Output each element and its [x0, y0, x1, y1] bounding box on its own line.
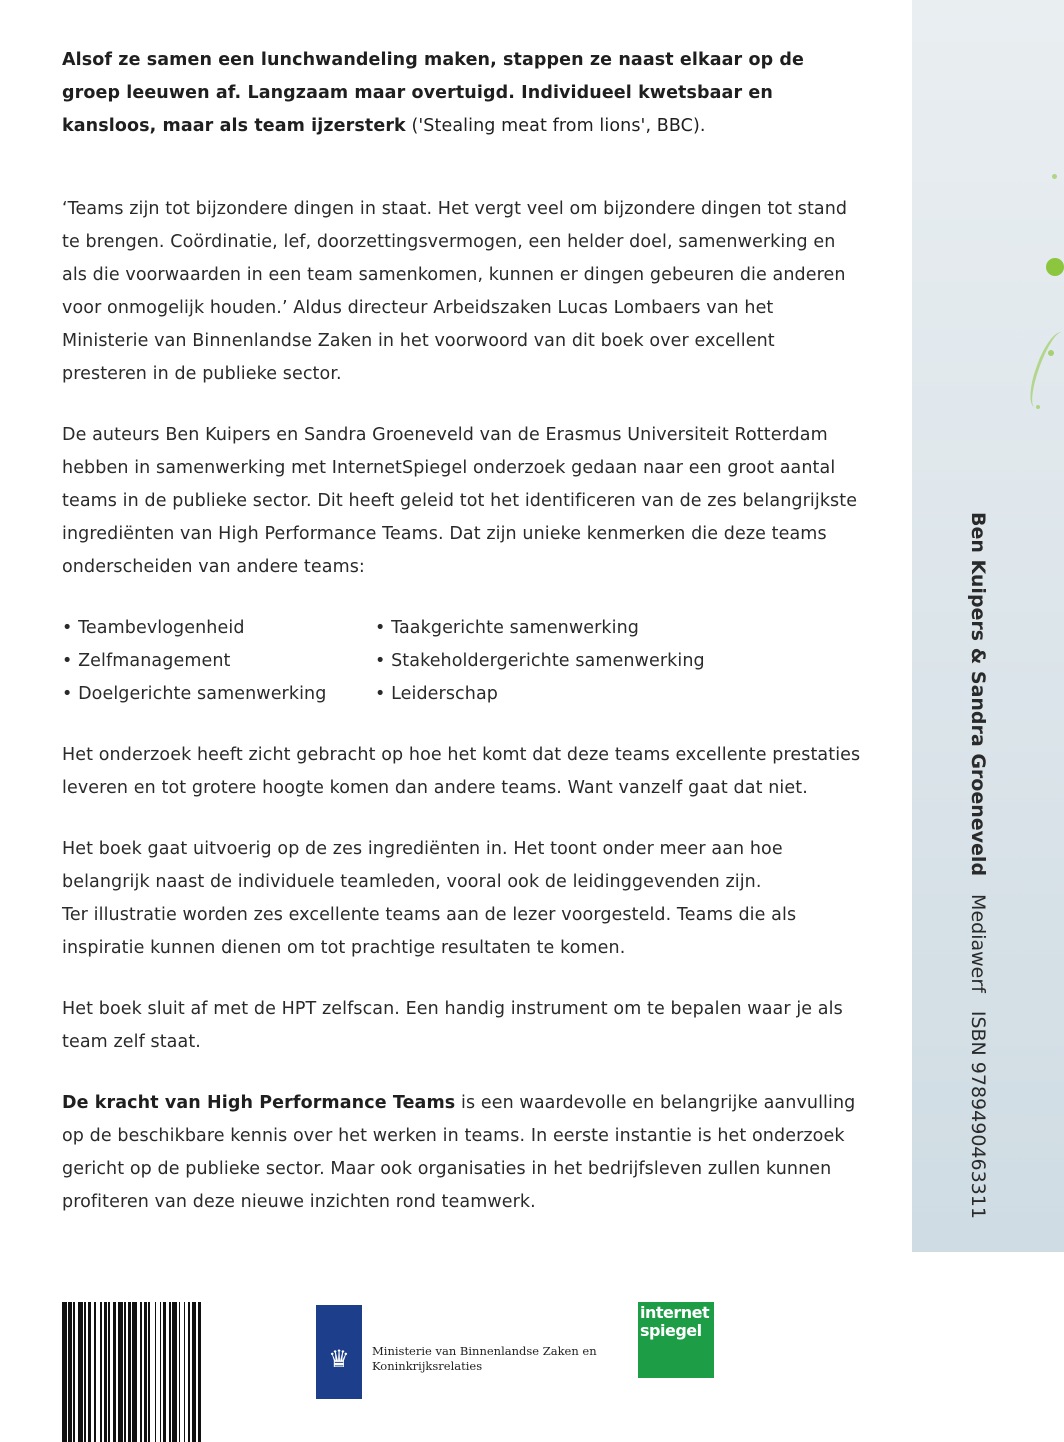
barcode-stripe	[62, 1302, 67, 1442]
barcode-stripe	[118, 1302, 123, 1442]
paragraph-quote: ‘Teams zijn tot bijzondere dingen in staat. Het vergt veel om bijzondere dingen tot stand te brengen. Coördinatie, lef, doorzettingsvermogen, een helder doel, samenwerking en als die voorwaarden in een team samenkomen, kunnen er dingen gebeuren die anderen voor onmogelijk houden.’ Aldus directeur Arbeidszaken Lucas Lombaers van het Ministerie van Binnenlandse Zaken in het voorwoord van dit boek over excellent presteren in de publieke sector.	[62, 199, 848, 384]
paragraph-authors: De auteurs Ben Kuipers en Sandra Groeneveld van de Erasmus Universiteit Rotterdam hebben in samenwerking met InternetSpiegel onderzoek gedaan naar een groot aantal teams in de publieke sector. Dit heeft geleid tot het identificeren van de zes belangrijkste ingrediënten van High Performance Teams. Dat zijn unieke kenmerken die deze teams onderscheiden van andere teams:	[62, 425, 858, 577]
ministry-name: Ministerie van Binnenlandse Zaken en Koninkrijksrelaties	[372, 1344, 597, 1373]
barcode-stripe	[108, 1302, 110, 1442]
barcode-stripe	[160, 1302, 162, 1442]
list-item: • Teambevlogenheid	[62, 618, 245, 638]
barcode-stripe	[68, 1302, 71, 1442]
barcode-stripe	[124, 1302, 126, 1442]
list-item: • Doelgerichte samenwerking	[62, 684, 327, 704]
barcode-stripe	[192, 1302, 197, 1442]
paragraph-selfscan: Het boek sluit af met de HPT zelfscan. Een handig instrument om te bepalen waar je als team zelf staat.	[62, 999, 843, 1052]
conclusion-rest: is een waardevolle en belangrijke aanvulling op de beschikbare kennis over het werken in teams. In eerste instantie is het onderzoek gericht op de publieke sector. Maar ook organisaties in het bedrijfsleven zullen kunnen profiteren van deze nieuwe inzichten rond teamwerk.	[62, 1093, 856, 1212]
barcode-stripe	[128, 1302, 131, 1442]
paragraph-book-ingredients-b: Ter illustratie worden zes excellente teams aan de lezer voorgesteld. Teams die als inspiratie kunnen dienen om tot prachtige resultaten te komen.	[62, 905, 797, 958]
barcode-stripe	[188, 1302, 190, 1442]
list-item: • Taakgerichte samenwerking	[375, 618, 640, 638]
list-item: • Leiderschap	[375, 684, 498, 704]
spine-publisher: Mediawerf	[967, 894, 989, 993]
ingredients-list	[62, 612, 862, 711]
barcode	[62, 1302, 276, 1442]
internetspiegel-logo-line2: spiegel	[640, 1321, 702, 1340]
list-item: • Zelfmanagement	[62, 651, 231, 671]
barcode-stripe	[78, 1302, 83, 1442]
spine-authors: Ben Kuipers & Sandra Groeneveld	[967, 512, 989, 877]
barcode-stripe	[148, 1302, 150, 1442]
ministry-logo	[316, 1302, 612, 1402]
book-title-lead: De kracht van High Performance Teams	[62, 1093, 456, 1113]
internetspiegel-logo	[638, 1302, 714, 1378]
back-cover-text	[62, 44, 862, 1219]
barcode-stripe	[144, 1302, 147, 1442]
barcode-stripe	[155, 1302, 157, 1442]
barcode-stripe	[172, 1302, 177, 1442]
intro-source: ('Stealing meat from lions', BBC).	[405, 116, 706, 136]
spine-isbn: ISBN 9789490463311	[967, 1010, 989, 1219]
barcode-stripe	[113, 1302, 116, 1442]
intro-paragraph	[62, 44, 862, 143]
crown-crest-icon: ♛	[328, 1345, 350, 1373]
green-splash-dot	[1052, 174, 1057, 179]
barcode-stripe	[132, 1302, 137, 1442]
paragraph-book-ingredients-a: Het boek gaat uitvoerig op de zes ingrediënten in. Het toont onder meer aan hoe belangrijk naast de individuele teamleden, vooral ook de leidinggevenden zijn.	[62, 839, 783, 892]
barcode-stripe	[88, 1302, 91, 1442]
barcode-stripe	[104, 1302, 107, 1442]
barcode-stripe	[184, 1302, 186, 1442]
barcode-stripe	[100, 1302, 102, 1442]
barcode-stripe	[140, 1302, 142, 1442]
ministry-emblem-bar	[316, 1305, 362, 1399]
paragraph-research: Het onderzoek heeft zicht gebracht op hoe het komt dat deze teams excellente prestaties leveren en tot grotere hoogte komen dan andere teams. Want vanzelf gaat dat niet.	[62, 745, 861, 798]
barcode-stripe	[163, 1302, 166, 1442]
barcode-stripe	[94, 1302, 96, 1442]
barcode-stripe	[73, 1302, 75, 1442]
paragraph-conclusion	[62, 1087, 862, 1219]
list-item: • Stakeholdergerichte samenwerking	[375, 651, 705, 671]
barcode-stripe	[198, 1302, 201, 1442]
intro-bold-text: Alsof ze samen een lunchwandeling maken, stappen ze naast elkaar op de groep leeuwen af. Langzaam maar overtuigd. Individueel kwetsbaar en kansloos, maar als team ijzersterk	[62, 50, 804, 136]
paragraph-book-ingredients	[62, 833, 862, 965]
green-splash-dot	[1046, 258, 1064, 276]
barcode-stripe	[179, 1302, 181, 1442]
barcode-stripe	[169, 1302, 171, 1442]
internetspiegel-logo-line1: internet	[640, 1303, 710, 1322]
barcode-stripe	[84, 1302, 86, 1442]
spine-text	[933, 512, 993, 1219]
